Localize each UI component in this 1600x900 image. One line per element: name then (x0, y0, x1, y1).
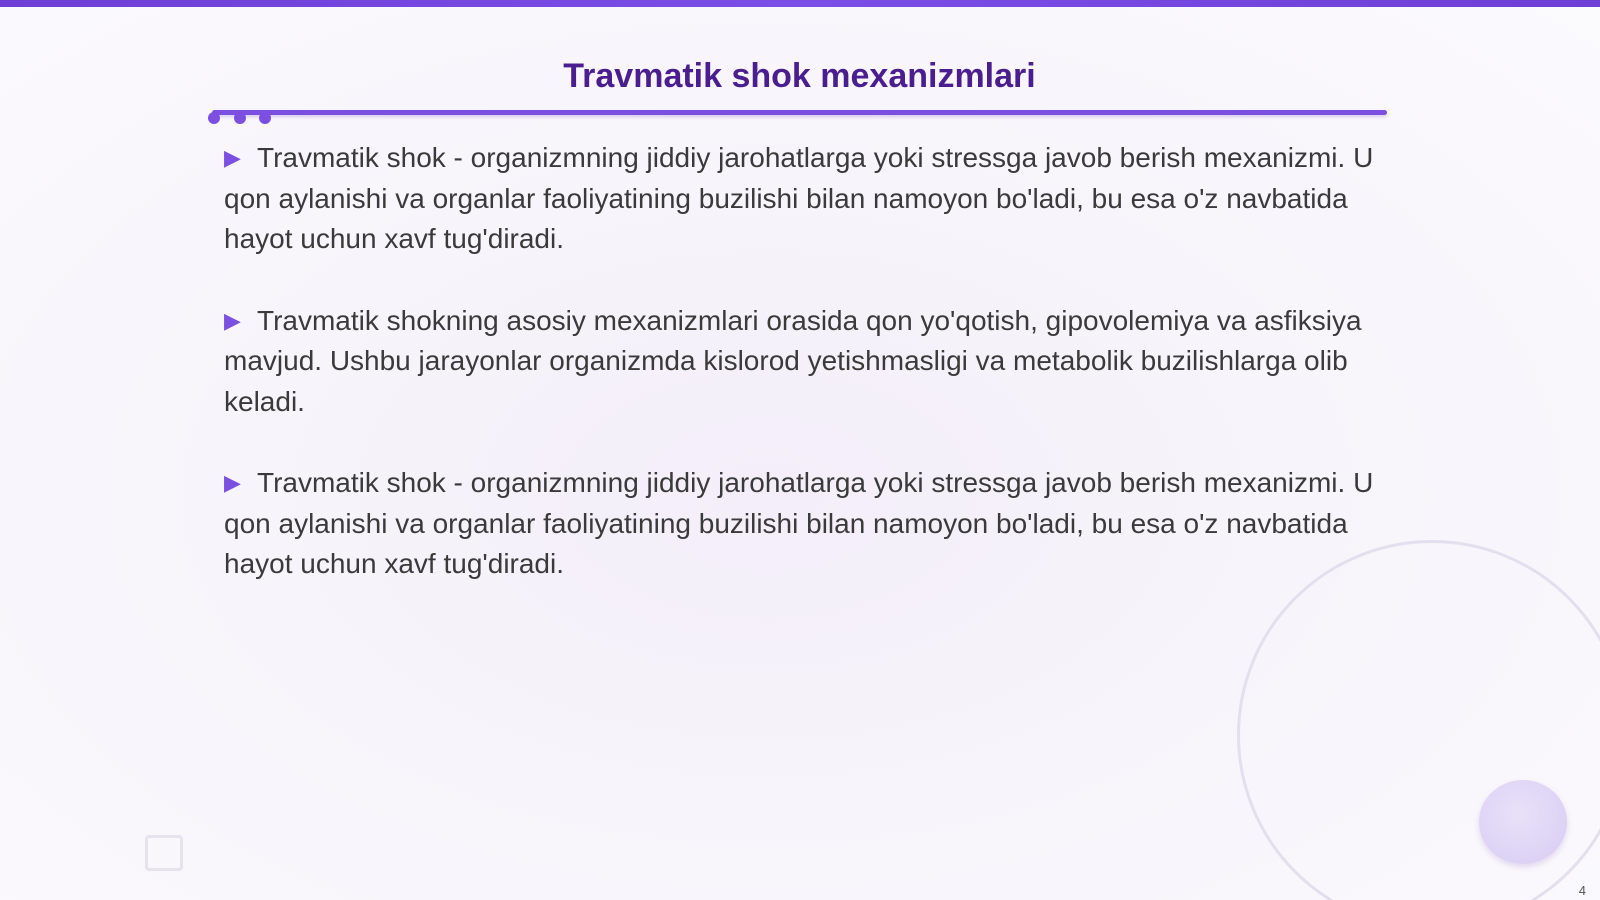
decor-dot (259, 112, 271, 124)
decor-square-outline (145, 835, 183, 871)
decor-dot (234, 112, 246, 124)
bullet-list (224, 138, 1374, 626)
bullet-text: Travmatik shok - organizmning jiddiy jarohatlarga yoki stressga javob berish mexanizmi. U qon aylanishi va organlar faoliyatining buzilishi bilan namoyon bo'ladi, bu esa o'z navbatida hayot uchun xavf tug'diradi. (224, 467, 1374, 579)
decor-dot (208, 112, 220, 124)
decor-circle-filled (1479, 780, 1567, 864)
triangle-bullet-icon: ▶ (224, 145, 241, 170)
bullet-paragraph (224, 138, 1374, 260)
triangle-bullet-icon: ▶ (224, 307, 241, 333)
bullet-text: Travmatik shokning asosiy mexanizmlari orasida qon yo'qotish, gipovolemiya va asfiksiya mavjud. Ushbu jarayonlar organizmda kislorod yetishmasligi va metabolik buzilishlarga olib keladi. (224, 304, 1362, 417)
title-underline (212, 110, 1387, 115)
bullet-paragraph (224, 301, 1374, 423)
top-accent-bar (0, 0, 1600, 7)
page-number: 4 (1578, 883, 1586, 898)
slide-title: Travmatik shok mexanizmlari (563, 57, 1036, 95)
bullet-text: Travmatik shok - organizmning jiddiy jarohatlarga yoki stressga javob berish mexanizmi. U qon aylanishi va organlar faoliyatining buzilishi bilan namoyon bo'ladi, bu esa o'z navbatida hayot uchun xavf tug'diradi. (224, 142, 1374, 254)
bullet-paragraph (224, 463, 1374, 585)
triangle-bullet-icon: ▶ (224, 470, 241, 495)
